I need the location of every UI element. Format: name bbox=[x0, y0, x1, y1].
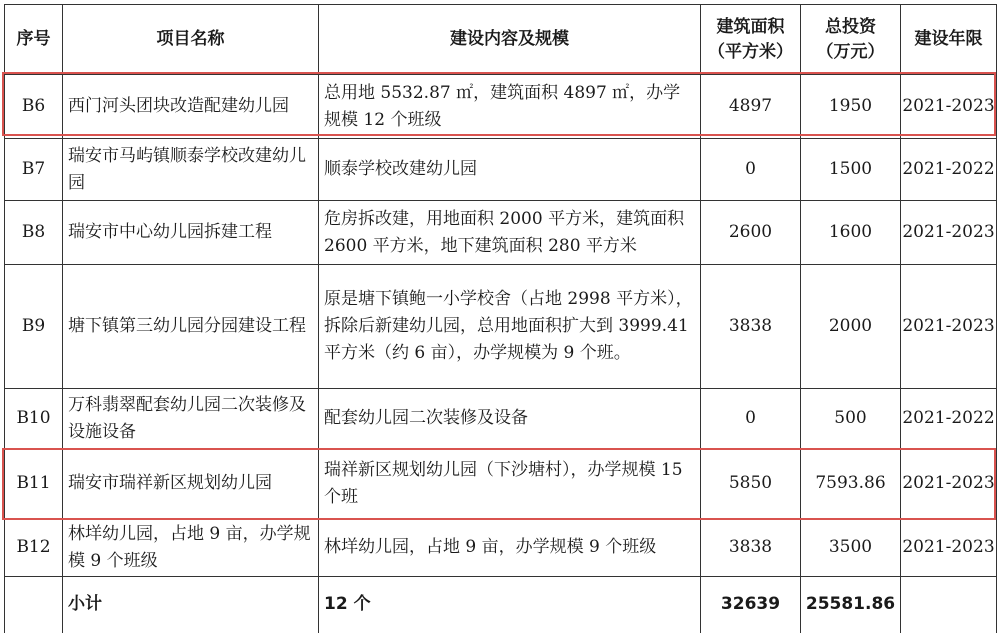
cell-seq: B7 bbox=[5, 139, 63, 201]
subtotal-count: 12 个 bbox=[319, 577, 701, 633]
table-row bbox=[5, 265, 997, 389]
table-row bbox=[5, 389, 997, 449]
subtotal-row bbox=[5, 577, 997, 633]
cell-invest: 1500 bbox=[801, 139, 901, 201]
subtotal-label: 小计 bbox=[63, 577, 319, 633]
cell-period: 2021-2023 bbox=[901, 449, 997, 519]
header-area-line2: （平方米） bbox=[708, 41, 793, 62]
cell-content: 总用地 5532.87 ㎡，建筑面积 4897 ㎡，办学规模 12 个班级 bbox=[319, 75, 701, 139]
cell-seq: B8 bbox=[5, 201, 63, 265]
header-invest bbox=[801, 5, 901, 75]
cell-area: 3838 bbox=[701, 265, 801, 389]
header-seq: 序号 bbox=[5, 5, 63, 75]
cell-period-empty bbox=[901, 577, 997, 633]
cell-invest: 7593.86 bbox=[801, 449, 901, 519]
cell-invest: 500 bbox=[801, 389, 901, 449]
cell-seq-empty bbox=[5, 577, 63, 633]
cell-invest: 3500 bbox=[801, 519, 901, 577]
subtotal-invest: 25581.86 bbox=[801, 577, 901, 633]
table-row bbox=[5, 449, 997, 519]
cell-period: 2021-2023 bbox=[901, 519, 997, 577]
cell-name: 林垟幼儿园，占地 9 亩，办学规模 9 个班级 bbox=[63, 519, 319, 577]
cell-period: 2021-2022 bbox=[901, 139, 997, 201]
cell-invest: 1600 bbox=[801, 201, 901, 265]
cell-name: 瑞安市中心幼儿园拆建工程 bbox=[63, 201, 319, 265]
table-row bbox=[5, 139, 997, 201]
cell-content: 瑞祥新区规划幼儿园（下沙塘村），办学规模 15 个班 bbox=[319, 449, 701, 519]
header-invest-line2: （万元） bbox=[816, 41, 885, 62]
cell-seq: B9 bbox=[5, 265, 63, 389]
cell-period: 2021-2022 bbox=[901, 389, 997, 449]
header-area-line1: 建筑面积 bbox=[716, 16, 785, 37]
header-invest-line1: 总投资 bbox=[825, 16, 876, 37]
cell-period: 2021-2023 bbox=[901, 201, 997, 265]
cell-area: 5850 bbox=[701, 449, 801, 519]
cell-name: 瑞安市马屿镇顺泰学校改建幼儿园 bbox=[63, 139, 319, 201]
header-name: 项目名称 bbox=[63, 5, 319, 75]
cell-seq: B6 bbox=[5, 75, 63, 139]
cell-area: 2600 bbox=[701, 201, 801, 265]
header-period: 建设年限 bbox=[901, 5, 997, 75]
header-content: 建设内容及规模 bbox=[319, 5, 701, 75]
cell-content: 林垟幼儿园，占地 9 亩，办学规模 9 个班级 bbox=[319, 519, 701, 577]
cell-name: 西门河头团块改造配建幼儿园 bbox=[63, 75, 319, 139]
cell-area: 0 bbox=[701, 139, 801, 201]
cell-area: 3838 bbox=[701, 519, 801, 577]
cell-invest: 2000 bbox=[801, 265, 901, 389]
cell-seq: B12 bbox=[5, 519, 63, 577]
cell-period: 2021-2023 bbox=[901, 75, 997, 139]
cell-name: 万科翡翠配套幼儿园二次装修及设施设备 bbox=[63, 389, 319, 449]
cell-seq: B10 bbox=[5, 389, 63, 449]
cell-name: 塘下镇第三幼儿园分园建设工程 bbox=[63, 265, 319, 389]
cell-period: 2021-2023 bbox=[901, 265, 997, 389]
subtotal-area: 32639 bbox=[701, 577, 801, 633]
cell-area: 4897 bbox=[701, 75, 801, 139]
cell-content: 顺泰学校改建幼儿园 bbox=[319, 139, 701, 201]
cell-content: 原是塘下镇鲍一小学校舍（占地 2998 平方米），拆除后新建幼儿园，总用地面积扩大到 3999.41 平方米（约 6 亩），办学规模为 9 个班。 bbox=[319, 265, 701, 389]
cell-content: 危房拆改建，用地面积 2000 平方米，建筑面积 2600 平方米，地下建筑面积 280 平方米 bbox=[319, 201, 701, 265]
cell-name: 瑞安市瑞祥新区规划幼儿园 bbox=[63, 449, 319, 519]
project-table bbox=[4, 4, 997, 633]
cell-area: 0 bbox=[701, 389, 801, 449]
header-area bbox=[701, 5, 801, 75]
header-row bbox=[5, 5, 997, 75]
cell-content: 配套幼儿园二次装修及设备 bbox=[319, 389, 701, 449]
cell-seq: B11 bbox=[5, 449, 63, 519]
table-row bbox=[5, 75, 997, 139]
cell-invest: 1950 bbox=[801, 75, 901, 139]
table-row bbox=[5, 201, 997, 265]
table-row bbox=[5, 519, 997, 577]
